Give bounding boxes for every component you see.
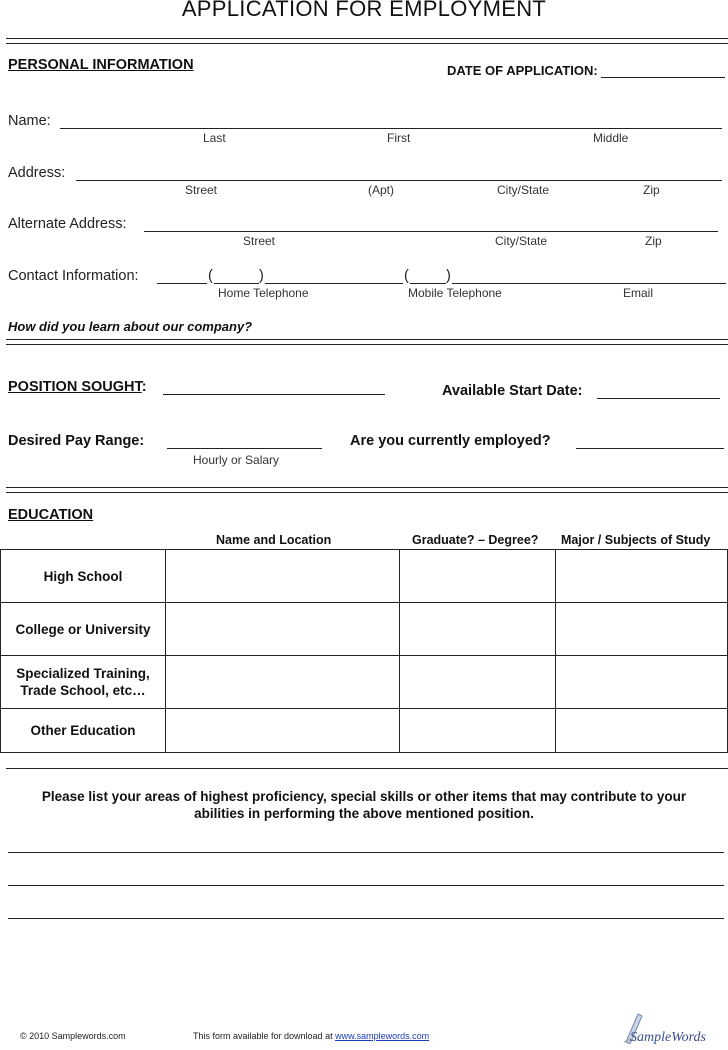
date-field[interactable] [601,77,725,78]
divider [6,339,728,345]
page-title: APPLICATION FOR EMPLOYMENT [181,0,547,21]
column-header-major: Major / Subjects of Study [561,533,711,547]
mobile-area-code-field[interactable] [410,283,446,284]
name-field[interactable] [60,128,722,129]
mobile-email-field[interactable] [452,283,726,284]
date-label: DATE OF APPLICATION: [447,63,598,78]
personal-heading: PERSONAL INFORMATION [8,57,194,73]
address-field[interactable] [76,180,722,181]
column-header-degree: Graduate? – Degree? [412,533,539,547]
name-sub-last: Last [203,131,226,145]
start-date-label: Available Start Date: [442,383,583,399]
start-date-field[interactable] [597,398,720,399]
home-area-prefix-line[interactable] [157,283,207,284]
pay-range-sub: Hourly or Salary [193,453,280,467]
paren-open: ( [404,268,409,284]
skills-prompt-line1: Please list your areas of highest proficiency, special skills or other items that may contribute to your [41,789,687,804]
row-label-specialized: Specialized Training, Trade School, etc… [1,656,166,709]
contact-sub-email: Email [623,286,654,300]
paren-close: ) [259,268,264,284]
cell-degree[interactable] [400,709,556,753]
paren-open: ( [208,268,213,284]
address-sub-zip: Zip [643,183,660,197]
alt-address-label: Alternate Address: [8,216,127,232]
cell-major[interactable] [556,550,728,603]
column-header-name: Name and Location [216,533,332,547]
alt-address-sub-city: City/State [495,234,548,248]
pay-range-field[interactable] [167,448,322,449]
contact-sub-home: Home Telephone [218,286,309,300]
logo-text: SampleWords [630,1030,706,1045]
position-sought-colon: : [141,379,147,395]
name-sub-middle: Middle [593,131,629,145]
paren-close: ) [446,268,451,284]
divider [6,487,728,493]
skills-field[interactable] [8,852,724,853]
cell-degree[interactable] [400,550,556,603]
divider [6,768,728,769]
name-sub-first: First [387,131,411,145]
table-row [1,603,728,656]
table-row [1,550,728,603]
download-note [193,1031,429,1041]
address-sub-street: Street [185,183,218,197]
position-sought-label [8,378,147,396]
home-telephone-field[interactable] [265,283,403,284]
address-sub-city: City/State [497,183,550,197]
row-label-other: Other Education [1,709,166,753]
table-row [1,656,728,709]
row-label-high-school: High School [1,550,166,603]
cell-name-location[interactable] [166,550,400,603]
learn-question: How did you learn about our company? [8,319,253,334]
contact-sub-mobile: Mobile Telephone [408,286,502,300]
pay-range-label: Desired Pay Range: [8,433,145,449]
table-row [1,709,728,753]
education-heading: EDUCATION [8,507,94,523]
home-area-code-field[interactable] [214,283,259,284]
employed-field[interactable] [576,448,724,449]
alt-address-field[interactable] [144,231,718,232]
row-label-college: College or University [1,603,166,656]
education-table [0,549,728,753]
address-label: Address: [8,165,66,181]
cell-name-location[interactable] [166,656,400,709]
skills-field[interactable] [8,885,724,886]
position-sought-field[interactable] [163,394,385,395]
samplewords-logo [620,1008,724,1048]
copyright: © 2010 Samplewords.com [20,1031,126,1041]
skills-field[interactable] [8,918,724,919]
cell-name-location[interactable] [166,603,400,656]
cell-major[interactable] [556,709,728,753]
cell-major[interactable] [556,656,728,709]
name-label: Name: [8,113,51,129]
alt-address-sub-zip: Zip [645,234,662,248]
skills-prompt-line2: abilities in performing the above mentioned position. [194,806,534,821]
address-sub-apt: (Apt) [368,183,395,197]
download-text: This form available for download at [193,1031,336,1041]
contact-label: Contact Information: [8,268,139,284]
alt-address-sub-street: Street [243,234,276,248]
divider [6,38,728,44]
cell-major[interactable] [556,603,728,656]
cell-name-location[interactable] [166,709,400,753]
cell-degree[interactable] [400,656,556,709]
position-sought-text: POSITION SOUGHT [8,379,142,395]
employed-label: Are you currently employed? [350,433,551,449]
cell-degree[interactable] [400,603,556,656]
download-link[interactable]: www.samplewords.com [335,1031,430,1041]
